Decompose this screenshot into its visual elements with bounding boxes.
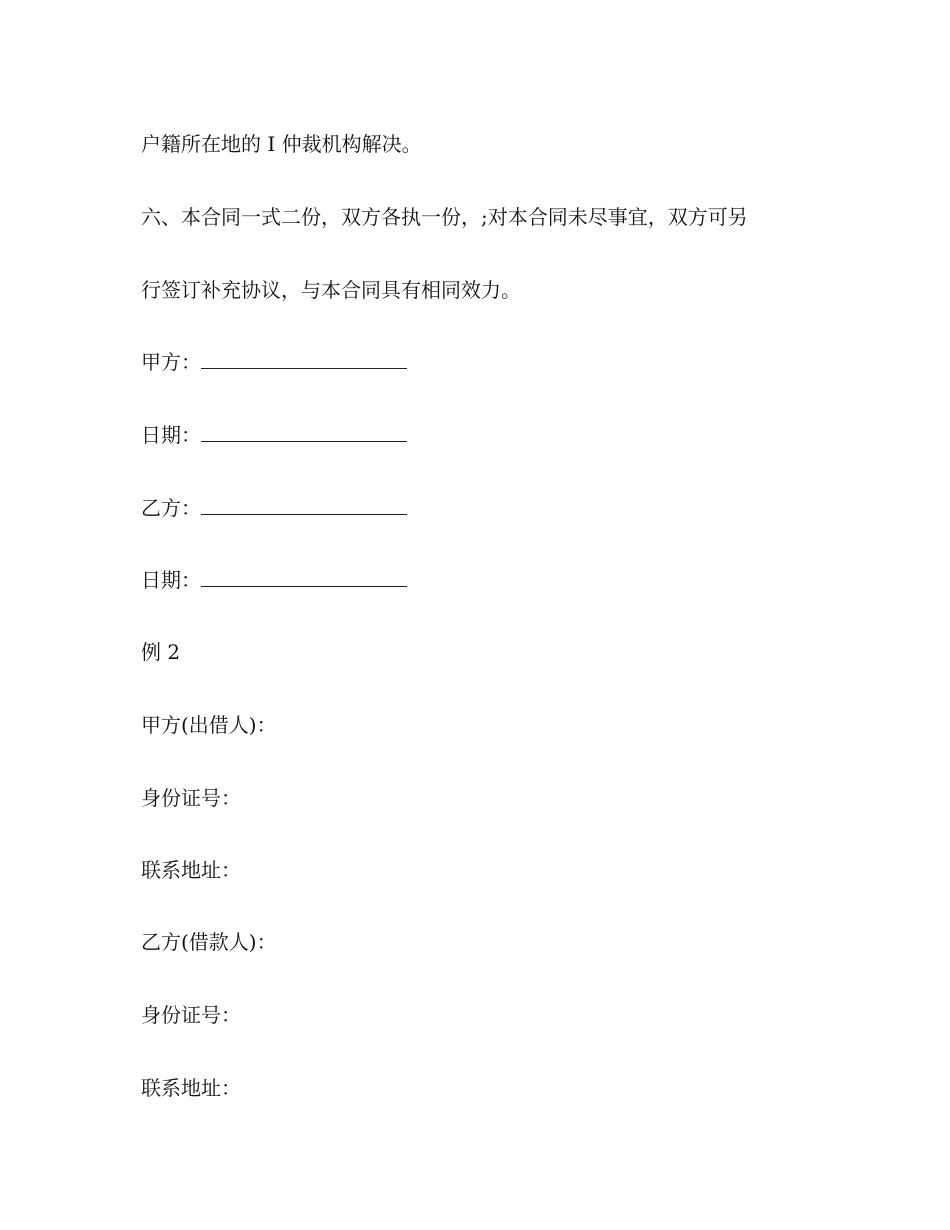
signature-row-party-a	[141, 348, 407, 376]
lender-id-label: 身份证号：	[141, 786, 241, 810]
signature-row-party-b	[141, 494, 407, 522]
party-a-signature-line	[201, 349, 407, 369]
party-a-label: 甲方：	[141, 350, 201, 374]
borrower-label: 乙方(借款人)：	[141, 930, 277, 954]
party-b-label: 乙方：	[141, 496, 201, 520]
date-1-label: 日期：	[141, 423, 201, 447]
party-b-signature-line	[201, 495, 407, 515]
paragraph-supplementary-clause: 行签订补充协议，与本合同具有相同效力。	[141, 278, 521, 302]
example-2-heading: 例 2	[141, 640, 181, 664]
date-2-signature-line	[201, 567, 407, 587]
paragraph-arbitration-clause: 户籍所在地的 I 仲裁机构解决。	[141, 132, 422, 156]
signature-row-date-1	[141, 421, 407, 449]
signature-row-date-2	[141, 566, 407, 594]
borrower-address-label: 联系地址：	[141, 1076, 241, 1100]
date-2-label: 日期：	[141, 568, 201, 592]
lender-address-label: 联系地址：	[141, 858, 241, 882]
lender-label: 甲方(出借人)：	[141, 713, 277, 737]
paragraph-copies-clause: 六、本合同一式二份，双方各执一份，;对本合同未尽事宜，双方可另	[141, 205, 748, 229]
borrower-id-label: 身份证号：	[141, 1003, 241, 1027]
date-1-signature-line	[201, 422, 407, 442]
